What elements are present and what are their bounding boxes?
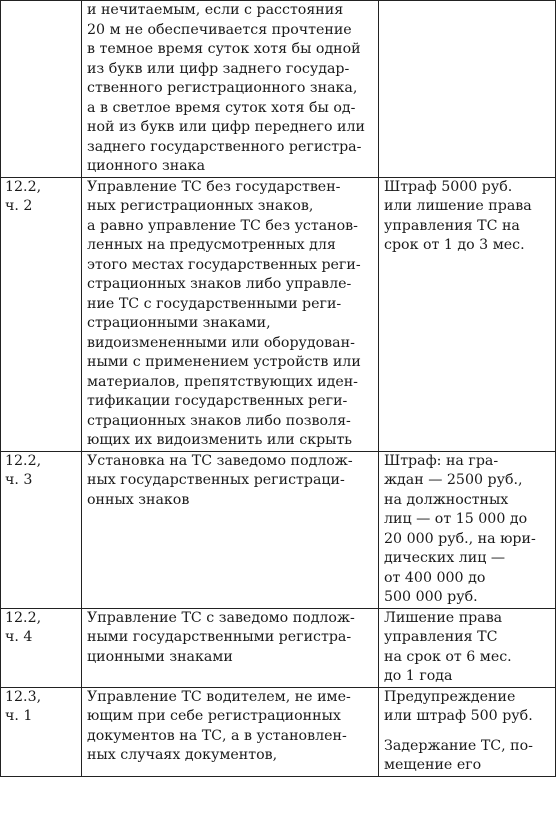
article-cell [1,1,82,178]
article-line: 12.3, [5,688,42,705]
description-line: ными государственными регистра- [87,629,352,645]
penalty-line: Штраф 5000 руб. [384,178,513,195]
penalty-line: 500 000 руб. [384,589,478,605]
description-line: видоизмененными или оборудован- [87,334,355,351]
article-line: ч. 4 [5,629,33,645]
penalty-line: Лишение права [384,609,503,626]
table-row [1,451,556,608]
description-line: Установка на ТС заведомо подлож- [87,452,353,469]
penalty-line: управления ТС [384,629,498,645]
description-line: ленных на предусмотренных для [87,237,336,253]
penalty-line: до 1 года [384,668,453,684]
penalty-block [384,609,551,687]
description-line: Управление ТС водителем, не име- [87,688,351,705]
description-line: заднего государственного регистра- [87,138,362,155]
penalty-cell [379,177,556,451]
penalty-block [384,688,551,727]
penalty-cell [379,451,556,608]
description-cell [82,1,379,178]
description-line: в темное время суток хотя бы одной [87,41,361,57]
penalty-line: или лишение права [384,198,532,214]
penalty-block [384,178,551,256]
table-row [1,1,556,178]
article-cell [1,451,82,608]
description-line: ными с применением устройств или [87,354,361,370]
penalty-block [384,737,551,776]
description-line: ных регистрационных знаков, [87,198,314,214]
penalty-line: 20 000 руб., на юри- [384,530,536,547]
article-line: 12.2, [5,609,42,626]
penalty-line: управления ТС на [384,217,520,234]
table-row [1,687,556,776]
article-line: ч. 1 [5,708,33,724]
description-line: онных знаков [87,491,190,508]
article-line: ч. 2 [5,198,33,214]
description-line: ционными знаками [87,648,233,665]
article-cell [1,608,82,687]
description-line: ных государственных регистраци- [87,472,345,488]
description-line: и нечитаемым, если с расстояния [87,2,344,18]
description-line: из букв или цифр заднего государ- [87,60,350,77]
description-line: страционных знаков либо позволя- [87,412,351,429]
description-line: ных случаях документов, [87,747,278,763]
description-line: Управление ТС с заведомо подлож- [87,609,355,626]
description-line: 20 м не обеспечивается прочтение [87,21,352,38]
article-line: 12.2, [5,178,42,195]
description-line: а в светлое время суток хотя бы од- [87,99,356,116]
penalty-line: лиц — от 15 000 до [384,511,528,527]
penalty-line: от 400 000 до [384,569,486,586]
description-line: а равно управление ТС без установ- [87,217,358,234]
description-line: страционных знаков либо управле- [87,276,352,292]
description-line: ственного регистрационного знака, [87,80,358,96]
article-cell [1,177,82,451]
penalty-cell [379,1,556,178]
table-row [1,608,556,687]
description-cell [82,451,379,608]
article-cell [1,687,82,776]
penalty-line: Штраф: на гра- [384,452,499,469]
article-line: ч. 3 [5,472,33,488]
penalty-block [384,452,551,608]
description-line: материалов, препятствующих иден- [87,373,358,390]
description-line: ной из букв или цифр переднего или [87,119,365,135]
description-line: документов на ТС, а в установлен- [87,727,347,744]
description-cell [82,177,379,451]
description-line: ние ТС с государственными реги- [87,295,342,312]
penalty-line: Задержание ТС, по- [384,737,533,754]
penalty-line: или штраф 500 руб. [384,708,533,724]
penalty-cell [379,687,556,776]
table-row [1,177,556,451]
penalty-line: на должностных [384,491,509,508]
article-line: 12.2, [5,452,42,469]
penalty-line: дических лиц — [384,550,506,566]
penalty-line: мещение его [384,757,482,773]
table-body [1,1,556,777]
penalty-line: срок от 1 до 3 мес. [384,237,525,253]
description-line: страционными знаками, [87,315,271,331]
description-cell [82,608,379,687]
penalty-line: на срок от 6 мес. [384,648,512,665]
penalty-cell [379,608,556,687]
description-line: этого местах государственных реги- [87,256,361,273]
description-cell [82,687,379,776]
description-line: тификации государственных реги- [87,393,348,409]
penalty-line: ждан — 2500 руб., [384,472,523,488]
description-line: Управление ТС без государствен- [87,178,341,195]
penalty-line: Предупреждение [384,688,516,705]
description-line: ющих их видоизменить или скрыть [87,432,353,448]
description-line: ющим при себе регистрационных [87,708,341,724]
description-line: ционного знака [87,158,206,174]
